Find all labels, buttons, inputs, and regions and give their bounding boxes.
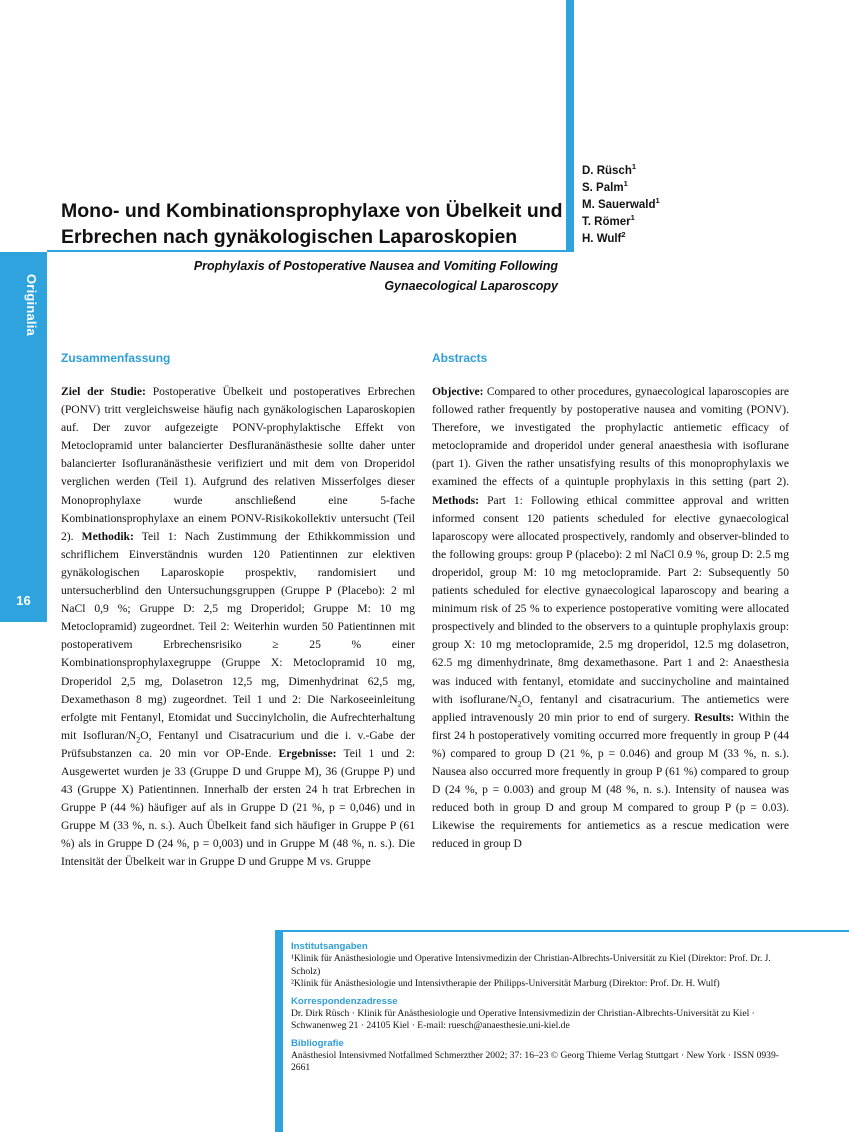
results-text: Within the first 24 h postoperatively vomiting occurred more frequently in group P (44 %) compared to group D (21 %, p = 0.046) and group M (33 %, n. s.). Nausea also occurred more frequently in group P (61 %) compared to group D (24 %, p = 0.003) and group M (48 %, n. s.). Intensity of nausea was reduced both in group D and group M compared to group P (p = 0.03). Likewise the requirements for antiemetics as a rescue medication were reduced in group D	[432, 710, 789, 851]
english-title	[160, 256, 558, 296]
author-name: S. Palm	[582, 182, 624, 194]
korrespondenz-text: Dr. Dirk Rüsch · Klinik für Anästhesiologie und Operative Intensivmedizin der Christian-Albrechts-Universität zu Kiel · Schwanenweg 21 · 24105 Kiel · E-mail: ruesch@anaesthesie.uni-kiel.de	[291, 1007, 755, 1031]
page-number: 16	[16, 593, 31, 608]
methodik-label: Methodik:	[81, 529, 134, 543]
methodik-subscript: 2	[136, 735, 141, 745]
author-item	[582, 180, 660, 197]
info-box-side-bar	[275, 931, 283, 1132]
german-abstract-heading: Zusammenfassung	[61, 351, 171, 365]
author-item	[582, 197, 660, 214]
english-abstract-paragraph	[432, 383, 789, 853]
author-name: D. Rüsch	[582, 165, 632, 177]
author-list	[582, 163, 660, 248]
korrespondenz-heading: Korrespondenzadresse	[291, 995, 398, 1007]
info-box	[291, 940, 791, 1079]
author-name: T. Römer	[582, 216, 631, 228]
methodik-text: Teil 1: Nach Zustimmung der Ethikkommission und schriflichem Einverständnis wurden 120 Patientinnen zur elektiven gynäkologischen Laparoskopie prospektiv, randomisiert und untersucherblind den Untersuchungsgruppen (Gruppe P (Placebo): 2 ml NaCl 0,9 %; Gruppe D: 2,5 mg Droperidol; Gruppe M: 10 mg Metoclopramid) zugeordnet. Teil 2: Weiterhin wurden 50 Patientinnen mit postoperativem Erbrechensrisiko ≥ 25 % einer Kombinationsprophylaxegruppe (Gruppe X: Metoclopramid 10 mg, Droperidol 2,5 mg, Dolasetron 12,5 mg, Dimenhydrinat 62,5 mg, Dexamethason 8 mg) zugeordnet. Teil 1 und 2: Die Narkoseeinleitung erfolgte mit Fentanyl, Etomidat und Succinylcholin, die Aufrechterhaltung mit Isofluran/N	[61, 529, 415, 742]
author-affiliation: 1	[623, 179, 628, 189]
english-abstract-heading: Abstracts	[432, 351, 488, 365]
methods-label: Methods:	[432, 493, 480, 507]
section-tab-label: Originalia	[24, 274, 39, 336]
author-affiliation: 2	[621, 230, 626, 240]
ergebnisse-text: Teil 1 und 2: Ausgewertet wurden je 33 (Gruppe D und Gruppe M), 36 (Gruppe P) und 43 (Gruppe X) Patientinnen. Innerhalb der ersten 24 h trat Erbrechen in Gruppe P (44 %) häufiger auf als in Gruppe D (21 %, p = 0,046) und in Gruppe M (33 %, n. s.). Auch Übelkeit fand sich häufiger in Gruppe P (61 %) als in Gruppe D (24 %, p = 0,003) und in Gruppe M (48 %, n. s.). Die Intensität der Übelkeit war in Gruppe D und Gruppe M vs. Gruppe	[61, 746, 416, 869]
ziel-text: Postoperative Übelkeit und postoperatives Erbrechen (PONV) tritt vergleichsweise häufig nach gynäkologischen Laparoskopien auf. Der zuvor aufgezeigte PONV-prophylaktische Effekt von Metoclopramid unter balancierter Desfluranänästhesie sollte daher unter balancierter Isofluranänästhesie verifiziert und mit dem von Droperidol verglichen werden (Teil 1). Aufgrund des relativen Misserfolges dieser Monoprophylaxe wurde anschließend eine 5-fache Kombinationsprophylaxe an einem PONV-Risikokollektiv untersucht (Teil 2).	[61, 385, 415, 543]
objective-label: Objective:	[432, 385, 484, 398]
methodik-text-cont: O, Fentanyl und Cisatracurium und die i. v.-Gabe der Prüfsubstanzen ca. 20 min vor OP-Ende.	[61, 728, 416, 760]
article-title-line-1: Mono- und Kombinationsprophylaxe von Übelkeit und	[61, 200, 563, 222]
info-box-top-line	[275, 930, 849, 932]
institut-line-2: ²Klinik für Anästhesiologie und Intensivtherapie der Philipps-Universität Marburg (Direktor: Prof. Dr. H. Wulf)	[291, 978, 720, 989]
author-affiliation: 1	[630, 213, 635, 223]
top-accent-bar	[566, 0, 574, 251]
institut-heading: Institutsangaben	[291, 941, 368, 952]
english-abstract-text	[432, 383, 789, 853]
article-title-line-2: Erbrechen nach gynäkologischen Laparoskopien	[61, 226, 518, 248]
objective-text: Compared to other procedures, gynaecological laparoscopies are followed rather frequently by postoperative nausea and vomiting (PONV). Therefore, we investigated the prophylactic antiemetic efficacy of metoclopramide and droperidol under general anaesthesia with isoflurane (part 1). Given the rather unsatisfying results of this monoprophylaxis we examined the effects of a quintuple prophylaxis in this setting (part 2).	[432, 385, 789, 489]
methods-text-cont: O, fentanyl and cisatracurium. The antiemetics were applied intravenously 20 min prior to end of surgery.	[432, 692, 789, 724]
ziel-label: Ziel der Studie:	[61, 385, 146, 398]
author-item	[582, 163, 660, 180]
author-name: H. Wulf	[582, 233, 622, 245]
title-underline	[47, 250, 574, 252]
methods-subscript: 2	[517, 698, 522, 708]
bibliografie-text: Anästhesiol Intensivmed Notfallmed Schmerzther 2002; 37: 16–23 © Georg Thieme Verlag Stuttgart · New York · ISSN 0939-2661	[291, 1049, 779, 1073]
author-item	[582, 231, 660, 248]
english-title-line-2: Gynaecological Laparoscopy	[384, 279, 558, 293]
german-abstract-paragraph	[61, 383, 415, 872]
article-title	[61, 198, 566, 250]
results-label: Results:	[694, 710, 735, 724]
author-affiliation: 1	[655, 196, 660, 206]
methods-text: Part 1: Following ethical committee approval and written informed consent 120 patients scheduled for elective gynaecological laparoscopy were allocated prospectively, randomly and observer-blinded to the following groups: group P (placebo): 2 ml NaCl 0.9 %, group D: 2.5 mg droperidol, group M: 10 mg metoclopramide. Part 2: Subsequently 50 patients scheduled for elective gynaecological laparoscopy and bearing a minimum risk of 25 % to experience postoperative vomiting were allocated prospectively and blinded to the observers to a quintuple prophylaxis group: group X: 10 mg metoclopramide, 2.5 mg droperidol, 12.5 mg dolasetron, 62.5 mg dimenhydrinate, 8mg dexamethasone. Part 1 and 2: Anaesthesia was induced with fentanyl, etomidate and succinycholine and maintained with isoflurane/N	[432, 493, 789, 706]
english-title-line-1: Prophylaxis of Postoperative Nausea and Vomiting Following	[193, 259, 558, 273]
german-abstract-text	[61, 383, 415, 872]
author-name: M. Sauerwald	[582, 199, 656, 211]
institut-line-1: ¹Klinik für Anästhesiologie und Operative Intensivmedizin der Christian-Albrechts-Universität zu Kiel (Direktor: Prof. Dr. J. Scholz)	[291, 953, 771, 977]
author-affiliation: 1	[631, 162, 637, 172]
bibliografie-heading: Bibliografie	[291, 1037, 344, 1049]
author-item	[582, 214, 660, 231]
ergebnisse-label: Ergebnisse:	[278, 746, 337, 760]
